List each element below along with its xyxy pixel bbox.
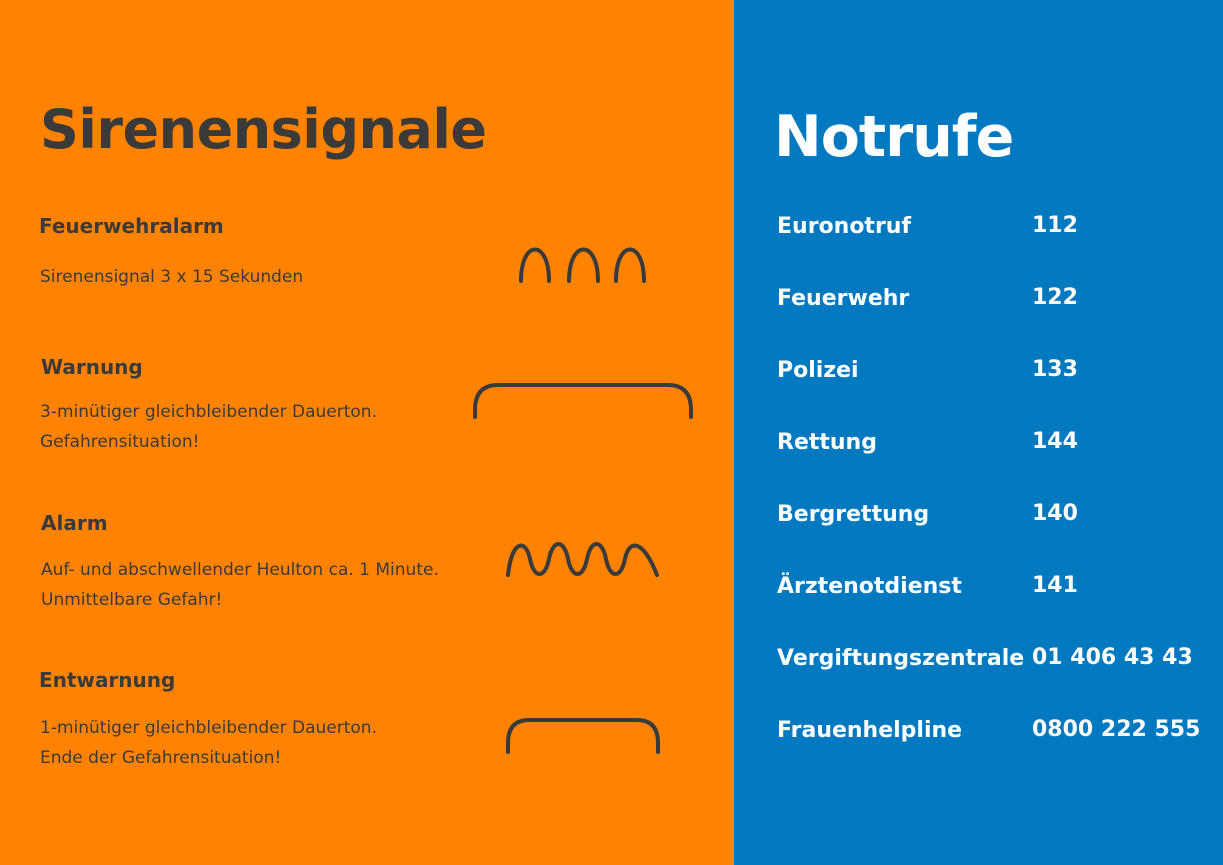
emergency-name-polizei: Polizei	[777, 358, 859, 383]
emergency-number-bergrettung: 140	[1032, 501, 1078, 526]
sirens-title: Sirenensignale	[40, 98, 487, 161]
short-steady-tone-icon	[503, 715, 665, 757]
signal-title-entwarnung: Entwarnung	[39, 668, 176, 692]
signal-desc-line: Unmittelbare Gefahr!	[41, 590, 223, 610]
emergency-number-rettung: 144	[1032, 429, 1078, 454]
signal-desc-line: 3-minütiger gleichbleibender Dauerton.	[40, 402, 377, 422]
emergency-name-bergrettung: Bergrettung	[777, 502, 930, 527]
rising-falling-wave-icon	[500, 535, 665, 583]
signal-desc-line: Auf- und abschwellender Heulton ca. 1 Minute.	[41, 560, 439, 580]
emergency-number-feuerwehr: 122	[1032, 285, 1078, 310]
emergency-name-vergiftungszentrale: Vergiftungszentrale	[777, 646, 1025, 671]
emergency-name-euronotruf: Euronotruf	[777, 214, 912, 239]
three-arcs-wave-icon	[515, 240, 655, 290]
signal-desc-entwarnung	[40, 713, 377, 773]
emergency-name-rettung: Rettung	[777, 430, 877, 455]
signal-desc-line: 1-minütiger gleichbleibender Dauerton.	[40, 718, 377, 738]
emergency-name-aerztenotdienst: Ärztenotdienst	[777, 574, 962, 599]
signal-title-warnung: Warnung	[41, 355, 143, 379]
emergency-number-polizei: 133	[1032, 357, 1078, 382]
signal-desc-warnung	[40, 397, 377, 457]
signal-desc-feuerwehralarm	[40, 262, 303, 292]
signal-title-feuerwehralarm: Feuerwehralarm	[39, 214, 224, 238]
signal-desc-line: Ende der Gefahrensituation!	[40, 748, 282, 768]
emergency-panel	[734, 0, 1223, 865]
emergency-number-aerztenotdienst: 141	[1032, 573, 1078, 598]
emergency-number-euronotruf: 112	[1032, 213, 1078, 238]
emergency-name-feuerwehr: Feuerwehr	[777, 286, 910, 311]
signal-desc-alarm	[41, 555, 439, 615]
signal-desc-line: Gefahrensituation!	[40, 432, 200, 452]
long-steady-tone-icon	[470, 380, 696, 422]
signal-title-alarm: Alarm	[41, 511, 108, 535]
emergency-number-vergiftungszentrale: 01 406 43 43	[1032, 645, 1193, 670]
emergency-name-frauenhelpline: Frauenhelpline	[777, 718, 963, 743]
emergency-title: Notrufe	[774, 104, 1014, 170]
emergency-number-frauenhelpline: 0800 222 555	[1032, 717, 1201, 742]
signal-desc-line: Sirenensignal 3 x 15 Sekunden	[40, 267, 304, 287]
